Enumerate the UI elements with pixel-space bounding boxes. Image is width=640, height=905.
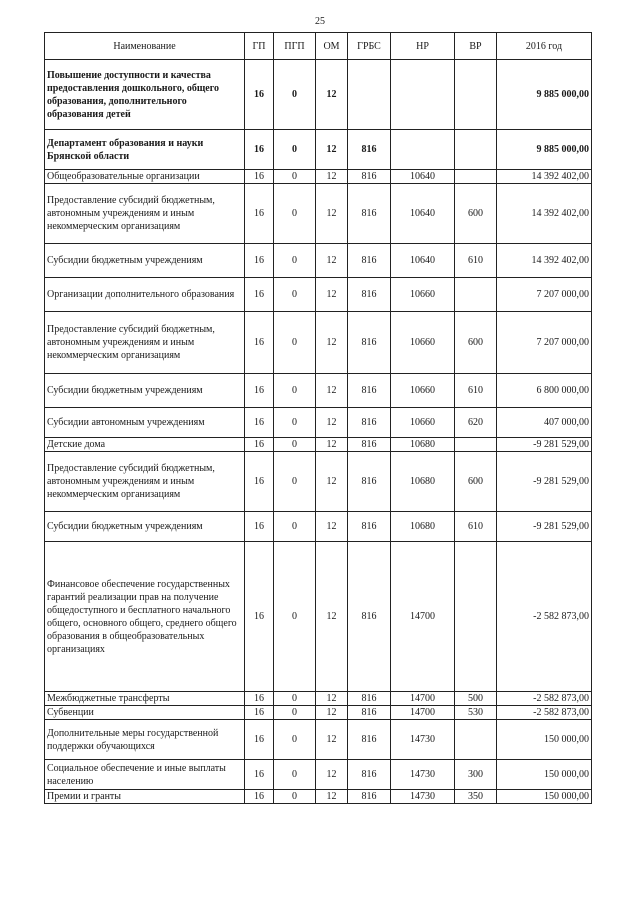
- header-om: ОМ: [316, 33, 348, 60]
- table-row: [45, 184, 592, 244]
- cell-nr: 10660: [391, 374, 455, 408]
- cell-grbs: 816: [348, 312, 391, 374]
- table-row: [45, 374, 592, 408]
- cell-vr: [455, 720, 497, 760]
- cell-nr: 10660: [391, 312, 455, 374]
- cell-om: 12: [316, 278, 348, 312]
- cell-amount: 7 207 000,00: [497, 312, 592, 374]
- cell-vr: [455, 170, 497, 184]
- cell-gp: 16: [245, 512, 274, 542]
- cell-pgp: 0: [274, 130, 316, 170]
- cell-vr: [455, 60, 497, 130]
- cell-name: Финансовое обеспечение государственных гарантий реализации прав на получение общедоступного и бесплатного начального общего, основного общего, среднего общего образования в общеобразовательных организациях: [45, 542, 245, 692]
- cell-gp: 16: [245, 374, 274, 408]
- cell-name: Субсидии автономным учреждениям: [45, 408, 245, 438]
- table-row: [45, 760, 592, 790]
- cell-grbs: 816: [348, 760, 391, 790]
- cell-pgp: 0: [274, 706, 316, 720]
- cell-pgp: 0: [274, 374, 316, 408]
- cell-amount: -2 582 873,00: [497, 706, 592, 720]
- cell-grbs: 816: [348, 452, 391, 512]
- cell-amount: -9 281 529,00: [497, 438, 592, 452]
- cell-pgp: 0: [274, 184, 316, 244]
- cell-gp: 16: [245, 692, 274, 706]
- cell-grbs: 816: [348, 278, 391, 312]
- cell-amount: 9 885 000,00: [497, 60, 592, 130]
- cell-gp: 16: [245, 184, 274, 244]
- table-row: [45, 720, 592, 760]
- table-row: [45, 170, 592, 184]
- cell-grbs: 816: [348, 184, 391, 244]
- cell-amount: 9 885 000,00: [497, 130, 592, 170]
- cell-amount: 150 000,00: [497, 790, 592, 804]
- cell-gp: 16: [245, 790, 274, 804]
- cell-om: 12: [316, 790, 348, 804]
- cell-amount: -2 582 873,00: [497, 542, 592, 692]
- cell-om: 12: [316, 244, 348, 278]
- cell-nr: 14700: [391, 542, 455, 692]
- page-number: 25: [315, 16, 325, 27]
- header-nr: НР: [391, 33, 455, 60]
- cell-vr: 350: [455, 790, 497, 804]
- cell-pgp: 0: [274, 438, 316, 452]
- cell-om: 12: [316, 408, 348, 438]
- cell-pgp: 0: [274, 60, 316, 130]
- cell-grbs: 816: [348, 408, 391, 438]
- cell-gp: 16: [245, 278, 274, 312]
- cell-om: 12: [316, 130, 348, 170]
- cell-om: 12: [316, 706, 348, 720]
- cell-name: Субвенции: [45, 706, 245, 720]
- table-row: [45, 706, 592, 720]
- cell-amount: 14 392 402,00: [497, 244, 592, 278]
- header-year: 2016 год: [497, 33, 592, 60]
- cell-grbs: 816: [348, 720, 391, 760]
- cell-amount: 6 800 000,00: [497, 374, 592, 408]
- cell-om: 12: [316, 542, 348, 692]
- cell-vr: 610: [455, 374, 497, 408]
- cell-vr: 620: [455, 408, 497, 438]
- cell-vr: [455, 130, 497, 170]
- cell-name: Социальное обеспечение и иные выплаты населению: [45, 760, 245, 790]
- cell-pgp: 0: [274, 170, 316, 184]
- cell-om: 12: [316, 374, 348, 408]
- cell-gp: 16: [245, 312, 274, 374]
- cell-pgp: 0: [274, 542, 316, 692]
- table-row: [45, 244, 592, 278]
- header-pgp: ПГП: [274, 33, 316, 60]
- header-gp: ГП: [245, 33, 274, 60]
- cell-grbs: 816: [348, 170, 391, 184]
- cell-pgp: 0: [274, 312, 316, 374]
- cell-amount: 7 207 000,00: [497, 278, 592, 312]
- cell-om: 12: [316, 312, 348, 374]
- cell-grbs: 816: [348, 692, 391, 706]
- cell-pgp: 0: [274, 692, 316, 706]
- cell-gp: 16: [245, 408, 274, 438]
- table-row: [45, 692, 592, 706]
- table-row: [45, 130, 592, 170]
- cell-vr: 610: [455, 512, 497, 542]
- cell-vr: 600: [455, 452, 497, 512]
- cell-amount: -2 582 873,00: [497, 692, 592, 706]
- cell-nr: 14730: [391, 720, 455, 760]
- cell-grbs: 816: [348, 706, 391, 720]
- cell-gp: 16: [245, 760, 274, 790]
- table-row: [45, 452, 592, 512]
- cell-vr: [455, 278, 497, 312]
- cell-name: Предоставление субсидий бюджетным, автономным учреждениям и иным некоммерческим организациям: [45, 312, 245, 374]
- cell-gp: 16: [245, 244, 274, 278]
- cell-nr: 14730: [391, 760, 455, 790]
- cell-grbs: [348, 60, 391, 130]
- cell-gp: 16: [245, 452, 274, 512]
- table-row: [45, 408, 592, 438]
- cell-nr: 10680: [391, 512, 455, 542]
- cell-name: Дополнительные меры государственной поддержки обучающихся: [45, 720, 245, 760]
- cell-om: 12: [316, 760, 348, 790]
- cell-name: Премии и гранты: [45, 790, 245, 804]
- cell-name: Детские дома: [45, 438, 245, 452]
- cell-nr: 10640: [391, 170, 455, 184]
- cell-name: Предоставление субсидий бюджетным, автономным учреждениям и иным некоммерческим организациям: [45, 184, 245, 244]
- cell-pgp: 0: [274, 244, 316, 278]
- cell-name: Департамент образования и науки Брянской области: [45, 130, 245, 170]
- cell-name: Субсидии бюджетным учреждениям: [45, 244, 245, 278]
- table-row: [45, 790, 592, 804]
- cell-nr: 10640: [391, 184, 455, 244]
- cell-vr: 300: [455, 760, 497, 790]
- cell-vr: [455, 438, 497, 452]
- cell-name: Субсидии бюджетным учреждениям: [45, 374, 245, 408]
- cell-amount: 14 392 402,00: [497, 170, 592, 184]
- cell-pgp: 0: [274, 720, 316, 760]
- cell-name: Организации дополнительного образования: [45, 278, 245, 312]
- cell-vr: 600: [455, 312, 497, 374]
- cell-gp: 16: [245, 60, 274, 130]
- cell-pgp: 0: [274, 760, 316, 790]
- cell-gp: 16: [245, 130, 274, 170]
- cell-amount: -9 281 529,00: [497, 452, 592, 512]
- cell-vr: [455, 542, 497, 692]
- cell-amount: 14 392 402,00: [497, 184, 592, 244]
- table-row: [45, 542, 592, 692]
- header-grbs: ГРБС: [348, 33, 391, 60]
- cell-pgp: 0: [274, 790, 316, 804]
- cell-om: 12: [316, 452, 348, 512]
- cell-name: Межбюджетные трансферты: [45, 692, 245, 706]
- cell-nr: 10640: [391, 244, 455, 278]
- table-row: [45, 60, 592, 130]
- cell-pgp: 0: [274, 452, 316, 512]
- cell-om: 12: [316, 184, 348, 244]
- cell-amount: 150 000,00: [497, 720, 592, 760]
- cell-nr: 14700: [391, 692, 455, 706]
- header-row: [45, 33, 592, 60]
- cell-pgp: 0: [274, 278, 316, 312]
- header-vr: ВР: [455, 33, 497, 60]
- cell-nr: 14700: [391, 706, 455, 720]
- cell-name: Общеобразовательные организации: [45, 170, 245, 184]
- cell-gp: 16: [245, 542, 274, 692]
- cell-nr: 14730: [391, 790, 455, 804]
- table-row: [45, 438, 592, 452]
- table-row: [45, 512, 592, 542]
- cell-nr: 10660: [391, 408, 455, 438]
- cell-grbs: 816: [348, 542, 391, 692]
- table-row: [45, 278, 592, 312]
- cell-grbs: 816: [348, 790, 391, 804]
- cell-gp: 16: [245, 706, 274, 720]
- budget-table: [44, 32, 592, 804]
- table-row: [45, 312, 592, 374]
- cell-name: Субсидии бюджетным учреждениям: [45, 512, 245, 542]
- cell-amount: -9 281 529,00: [497, 512, 592, 542]
- cell-pgp: 0: [274, 408, 316, 438]
- cell-om: 12: [316, 512, 348, 542]
- cell-om: 12: [316, 170, 348, 184]
- cell-nr: 10680: [391, 452, 455, 512]
- cell-nr: [391, 60, 455, 130]
- cell-gp: 16: [245, 170, 274, 184]
- cell-amount: 407 000,00: [497, 408, 592, 438]
- cell-vr: 600: [455, 184, 497, 244]
- cell-name: Повышение доступности и качества предоставления дошкольного, общего образования, дополнительного образования детей: [45, 60, 245, 130]
- cell-amount: 150 000,00: [497, 760, 592, 790]
- cell-vr: 530: [455, 706, 497, 720]
- cell-nr: 10660: [391, 278, 455, 312]
- cell-vr: 610: [455, 244, 497, 278]
- header-name: Наименование: [45, 33, 245, 60]
- cell-name: Предоставление субсидий бюджетным, автономным учреждениям и иным некоммерческим организациям: [45, 452, 245, 512]
- cell-grbs: 816: [348, 438, 391, 452]
- cell-grbs: 816: [348, 130, 391, 170]
- cell-grbs: 816: [348, 374, 391, 408]
- cell-gp: 16: [245, 438, 274, 452]
- cell-nr: 10680: [391, 438, 455, 452]
- cell-grbs: 816: [348, 512, 391, 542]
- cell-pgp: 0: [274, 512, 316, 542]
- cell-om: 12: [316, 60, 348, 130]
- cell-om: 12: [316, 720, 348, 760]
- cell-vr: 500: [455, 692, 497, 706]
- cell-nr: [391, 130, 455, 170]
- table-body: [45, 60, 592, 804]
- cell-gp: 16: [245, 720, 274, 760]
- cell-om: 12: [316, 438, 348, 452]
- cell-grbs: 816: [348, 244, 391, 278]
- cell-om: 12: [316, 692, 348, 706]
